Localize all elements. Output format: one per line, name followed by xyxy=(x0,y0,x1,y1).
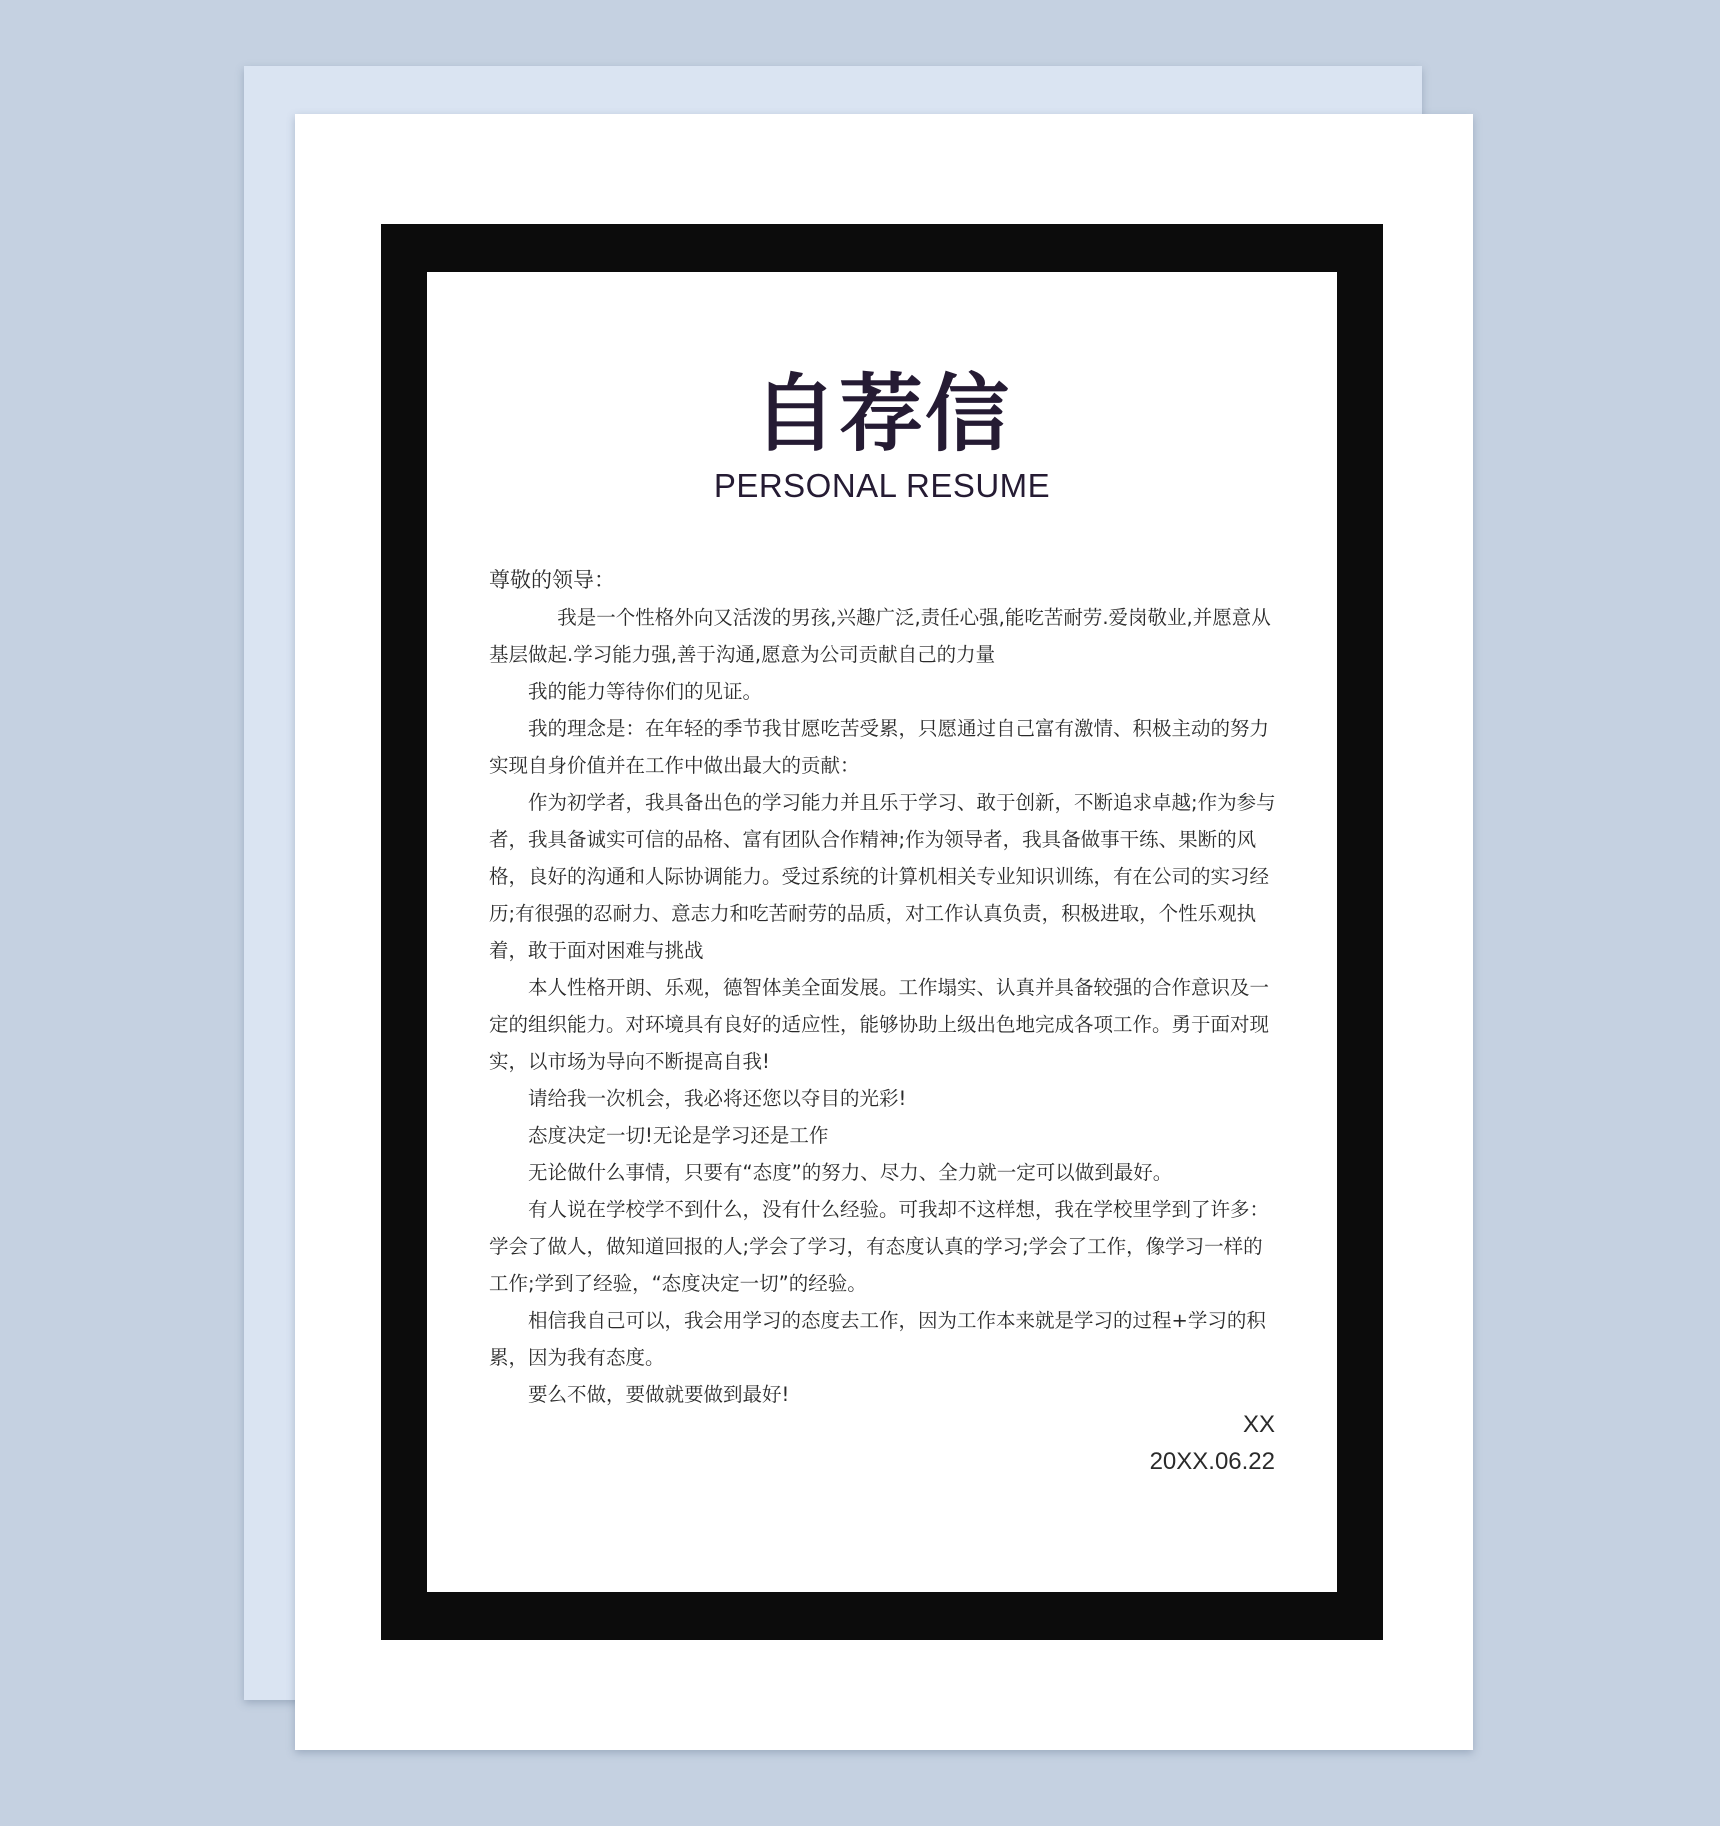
paragraph: 我的能力等待你们的见证。 xyxy=(528,680,763,703)
paragraph: 相信我自己可以，我会用学习的态度去工作，因为工作本来就是学习的过程+学习的积累，因为我有态度。 xyxy=(489,1309,1266,1369)
signature-date: 20XX.06.22 xyxy=(1149,1448,1275,1475)
signature-block xyxy=(1150,1406,1275,1480)
salutation: 尊敬的领导： xyxy=(489,568,615,592)
paragraph: 请给我一次机会，我必将还您以夺目的光彩! xyxy=(528,1087,907,1110)
paragraph: 态度决定一切!无论是学习还是工作 xyxy=(528,1124,829,1147)
page-subtitle: PERSONAL RESUME xyxy=(713,467,1051,504)
paragraph: 我的理念是：在年轻的季节我甘愿吃苦受累，只愿通过自己富有激情、积极主动的努力实现自身价值并在工作中做出最大的贡献： xyxy=(489,717,1270,777)
paragraph: 无论做什么事情，只要有“态度”的努力、尽力、全力就一定可以做到最好。 xyxy=(528,1161,1173,1184)
signature-name: XX xyxy=(1242,1411,1275,1438)
paragraph: 本人性格开朗、乐观，德智体美全面发展。工作塌实、认真并具备较强的合作意识及一定的组织能力。对环境具有良好的适应性，能够协助上级出色地完成各项工作。勇于面对现实，以市场为导向不断提高自我! xyxy=(489,976,1270,1073)
letter-body xyxy=(489,562,1279,1413)
letter-page xyxy=(427,272,1337,1592)
paragraph: 作为初学者，我具备出色的学习能力并且乐于学习、敢于创新，不断追求卓越;作为参与者，我具备诚实可信的品格、富有团队合作精神;作为领导者，我具备做事干练、果断的风格，良好的沟通和人际协调能力。受过系统的计算机相关专业知识训练，有在公司的实习经历;有很强的忍耐力、意志力和吃苦耐劳的品质，对工作认真负责，积极进取，个性乐观执着，敢于面对困难与挑战 xyxy=(489,791,1276,962)
paragraph: 要么不做，要做就要做到最好! xyxy=(528,1383,790,1406)
paragraph: 我是一个性格外向又活泼的男孩,兴趣广泛,责任心强,能吃苦耐劳.爱岗敬业,并愿意从基层做起.学习能力强,善于沟通,愿意为公司贡献自己的力量 xyxy=(489,606,1271,666)
paragraph: 有人说在学校学不到什么，没有什么经验。可我却不这样想，我在学校里学到了许多：学会了做人，做知道回报的人;学会了学习，有态度认真的学习;学会了工作，像学习一样的工作;学到了经验，“态度决定一切”的经验。 xyxy=(489,1198,1270,1295)
page-title: 自荐信 xyxy=(752,365,1011,463)
